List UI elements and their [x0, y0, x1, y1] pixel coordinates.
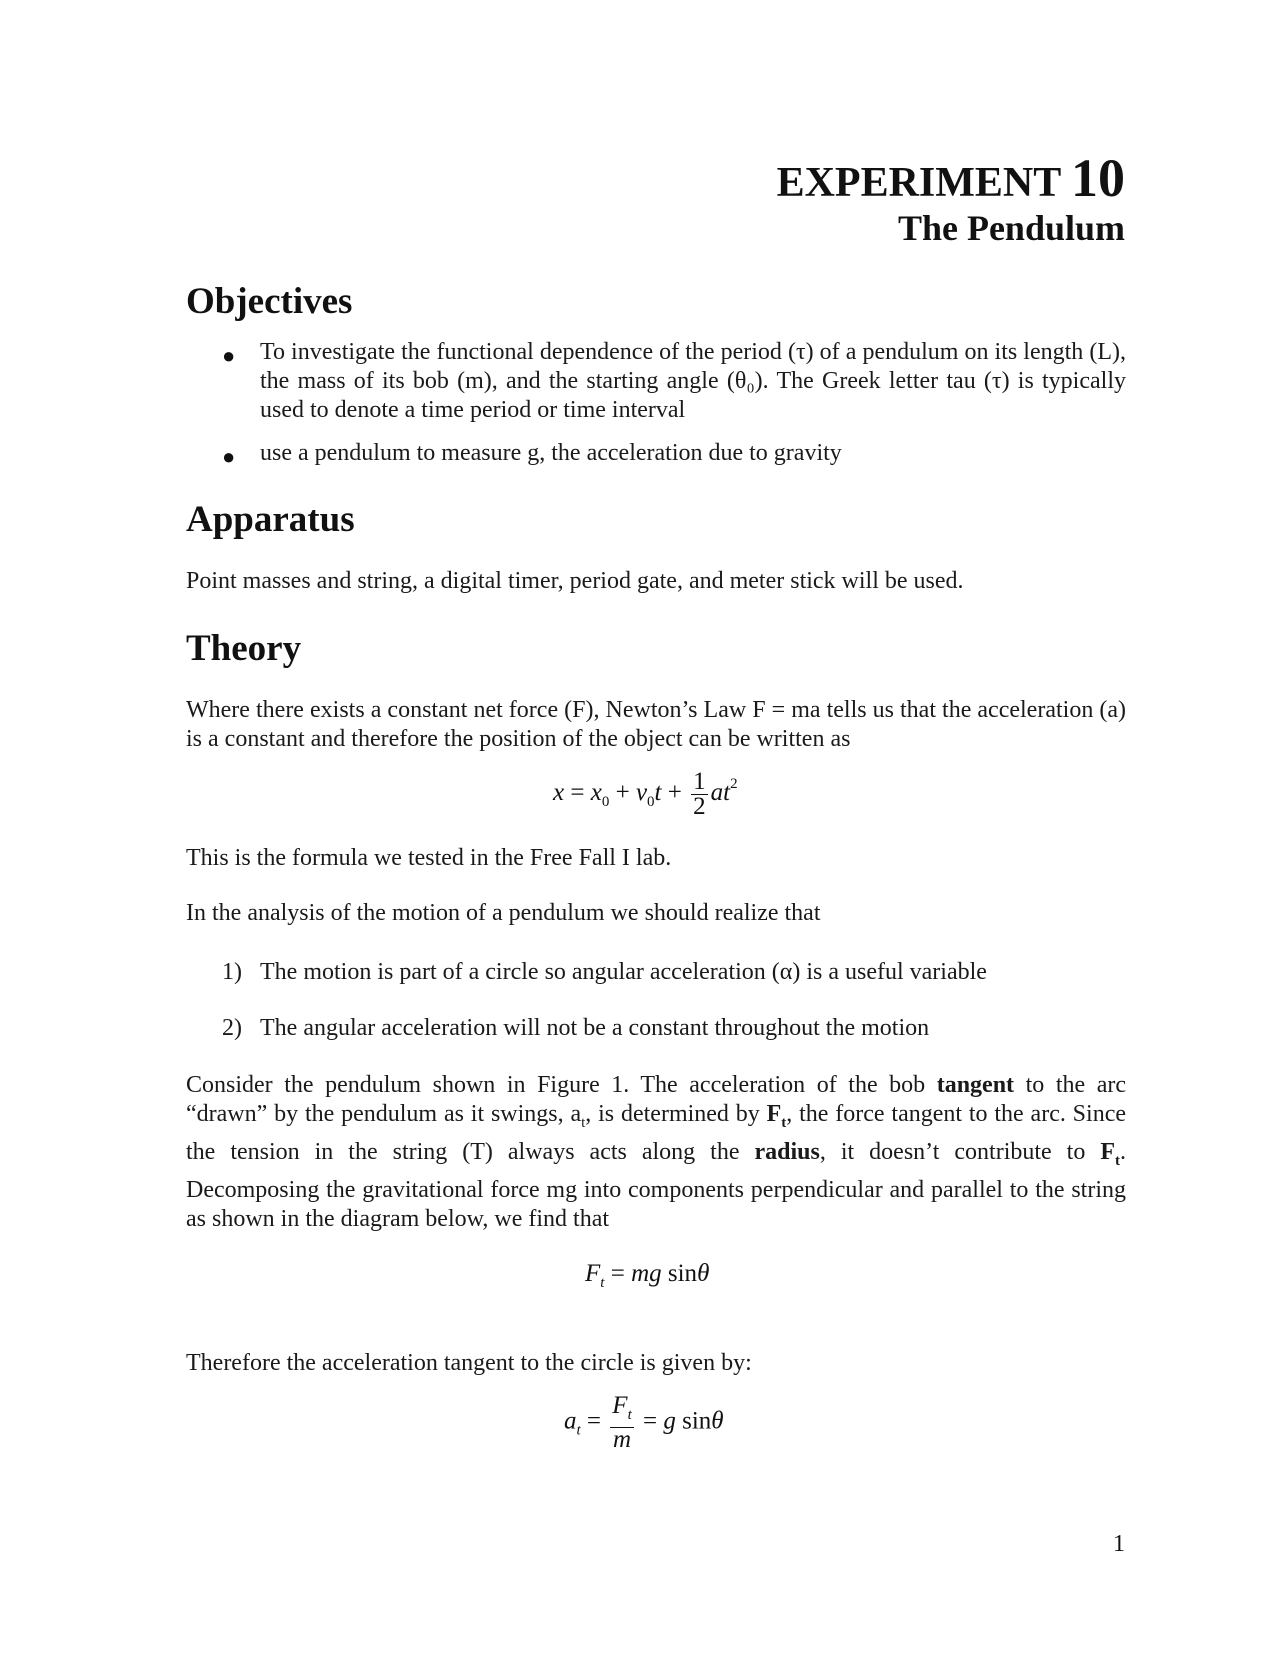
list-marker-1: 1) [222, 959, 242, 985]
list-marker-2: 2) [222, 1015, 242, 1041]
objective-bullet-2: use a pendulum to measure g, the acceleration due to gravity [260, 440, 842, 466]
bullet-icon: ● [222, 343, 236, 368]
theory-paragraph-2: This is the formula we tested in the Free Fall I lab. [186, 845, 672, 871]
objective-bullet-1: To investigate the functional dependence of the period (τ) of a pendulum on its length (L), the mass of its bob (m), and the starting angle (θ₀). The Greek letter tau (τ) is typically used to denote a time period or time interval [260, 339, 1126, 423]
theory-paragraph-3: In the analysis of the motion of a pendulum we should realize that [186, 900, 821, 926]
kinematics-equation: $x = x_0 + v_0t$ + $\frac{1}{2}$ $at^2$ [553, 768, 738, 820]
experiment-title [776, 148, 1125, 209]
title-number: 10 [1071, 148, 1125, 208]
experiment-subtitle: The Pendulum [897, 208, 1125, 248]
list-item-2: The angular acceleration will not be a constant throughout the motion [260, 1015, 930, 1041]
theory-paragraph-4: Consider the pendulum shown in Figure 1. The acceleration of the bob tangent to the arc “drawn” by the pendulum as it swings, $a_t$, is determined by $F_t$, the force tangent to the arc. Since the tension in the string (T) always acts along the radius, it doesn’t contribute to $F_t$. Decomposing the gravitational force mg into components perpendicular and parallel to the string as shown in the diagram below, we find that [186, 1072, 1127, 1232]
title-word: EXPERIMENT [776, 160, 1061, 206]
apparatus-heading: Apparatus [186, 499, 355, 540]
theory-paragraph-1: Where there exists a constant net force (F), Newton’s Law F = ma tells us that the acceleration (a) is a constant and therefore the position of the object can be written as [186, 697, 1126, 752]
page-number: 1 [1113, 1531, 1125, 1557]
objectives-heading: Objectives [186, 281, 353, 322]
tangential-acceleration-equation: $a_t$ = $\frac{F_t}{m}$ = g sinθ [564, 1392, 724, 1453]
list-item-1: The motion is part of a circle so angular acceleration (α) is a useful variable [260, 959, 987, 985]
bullet-icon: ● [222, 444, 236, 469]
theory-heading: Theory [186, 628, 302, 669]
theory-paragraph-5: Therefore the acceleration tangent to the circle is given by: [186, 1350, 752, 1376]
apparatus-text: Point masses and string, a digital timer, period gate, and meter stick will be used. [186, 568, 964, 594]
tangential-force-equation: $F_t$ = mg sinθ [585, 1260, 710, 1291]
